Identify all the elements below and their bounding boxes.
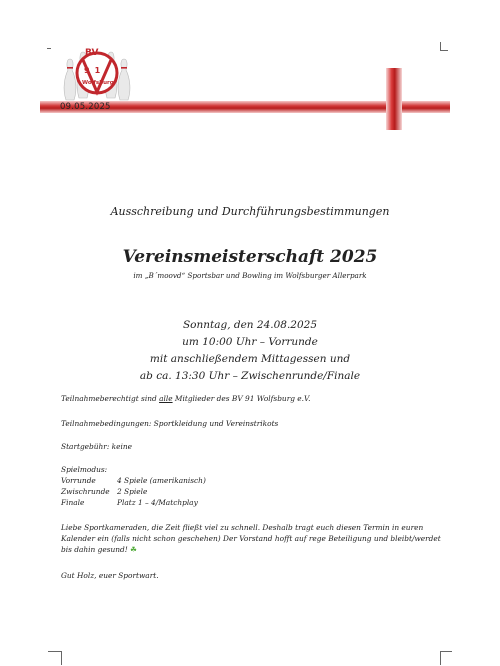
mode-row-zwischenrunde (61, 486, 451, 497)
mode-games: Platz 1 – 4/Matchplay (117, 498, 198, 507)
crop-mark-top-left (47, 48, 51, 49)
schedule-start: um 10:00 Uhr – Vorrunde (182, 336, 318, 348)
eligibility-line (61, 393, 451, 404)
logo-text-number: 91 (84, 66, 106, 75)
mode-row-vorrunde (61, 475, 451, 486)
game-mode-heading: Spielmodus: (61, 465, 108, 474)
crop-mark-top-right-h (440, 50, 448, 51)
closing-line: Gut Holz, euer Sportwart. (61, 571, 159, 580)
mode-round: Zwischrunde (61, 487, 110, 496)
event-schedule (0, 317, 500, 385)
crop-mark-bottom-right-h (440, 651, 452, 652)
crop-mark-bottom-right-v (440, 651, 441, 665)
eligibility-prefix: Teilnahmeberechtigt sind (61, 394, 160, 403)
game-mode-section (61, 464, 451, 508)
header-red-vertical-band (386, 68, 402, 130)
mode-round: Finale (61, 498, 85, 507)
mode-row-finale (61, 497, 451, 508)
message-text: Liebe Sportkameraden, die Zeit fließt viel zu schnell. Deshalb tragt euch diesen Termin in euren Kalender ein (falls nicht schon geschehen) Der Vorstand hofft auf rege Beteiligung und bleibt/werdet bis dahin gesund! (61, 523, 441, 554)
announcement-title: Vereinsmeisterschaft 2025 (122, 247, 378, 267)
document-date: 09.05.2025 (60, 102, 111, 112)
mode-games: 4 Spiele (amerikanisch) (117, 476, 206, 485)
conditions-line: Teilnahmebedingungen: Sportkleidung und Vereinstrikots (61, 419, 279, 428)
schedule-lunch: mit anschließendem Mittagessen und (149, 353, 351, 365)
mode-round: Vorrunde (61, 476, 96, 485)
crop-mark-bottom-left-h (48, 651, 62, 652)
clover-icon: ☘ (130, 545, 137, 554)
mode-games: 2 Spiele (117, 487, 148, 496)
crop-mark-top-right-v (440, 42, 441, 51)
crop-mark-bottom-left-v (61, 651, 62, 665)
announcement-heading: Ausschreibung und Durchführungsbestimmungen (110, 205, 390, 218)
announcement-location: im „B´moovd“ Sportsbar und Bowling im Wolfsburger Allerpark (133, 271, 367, 280)
eligibility-emphasis: alle (159, 394, 173, 403)
schedule-final: ab ca. 13:30 Uhr – Zwischenrunde/Finale (139, 370, 361, 382)
logo-text-club: Wolfsburg (82, 80, 114, 86)
schedule-date: Sonntag, den 24.08.2025 (182, 319, 318, 331)
message-paragraph (61, 522, 451, 555)
fee-line: Startgebühr: keine (61, 442, 133, 451)
eligibility-suffix: Mitglieder des BV 91 Wolfsburg e.V. (172, 394, 311, 403)
logo-text-bv: BV (85, 48, 99, 58)
